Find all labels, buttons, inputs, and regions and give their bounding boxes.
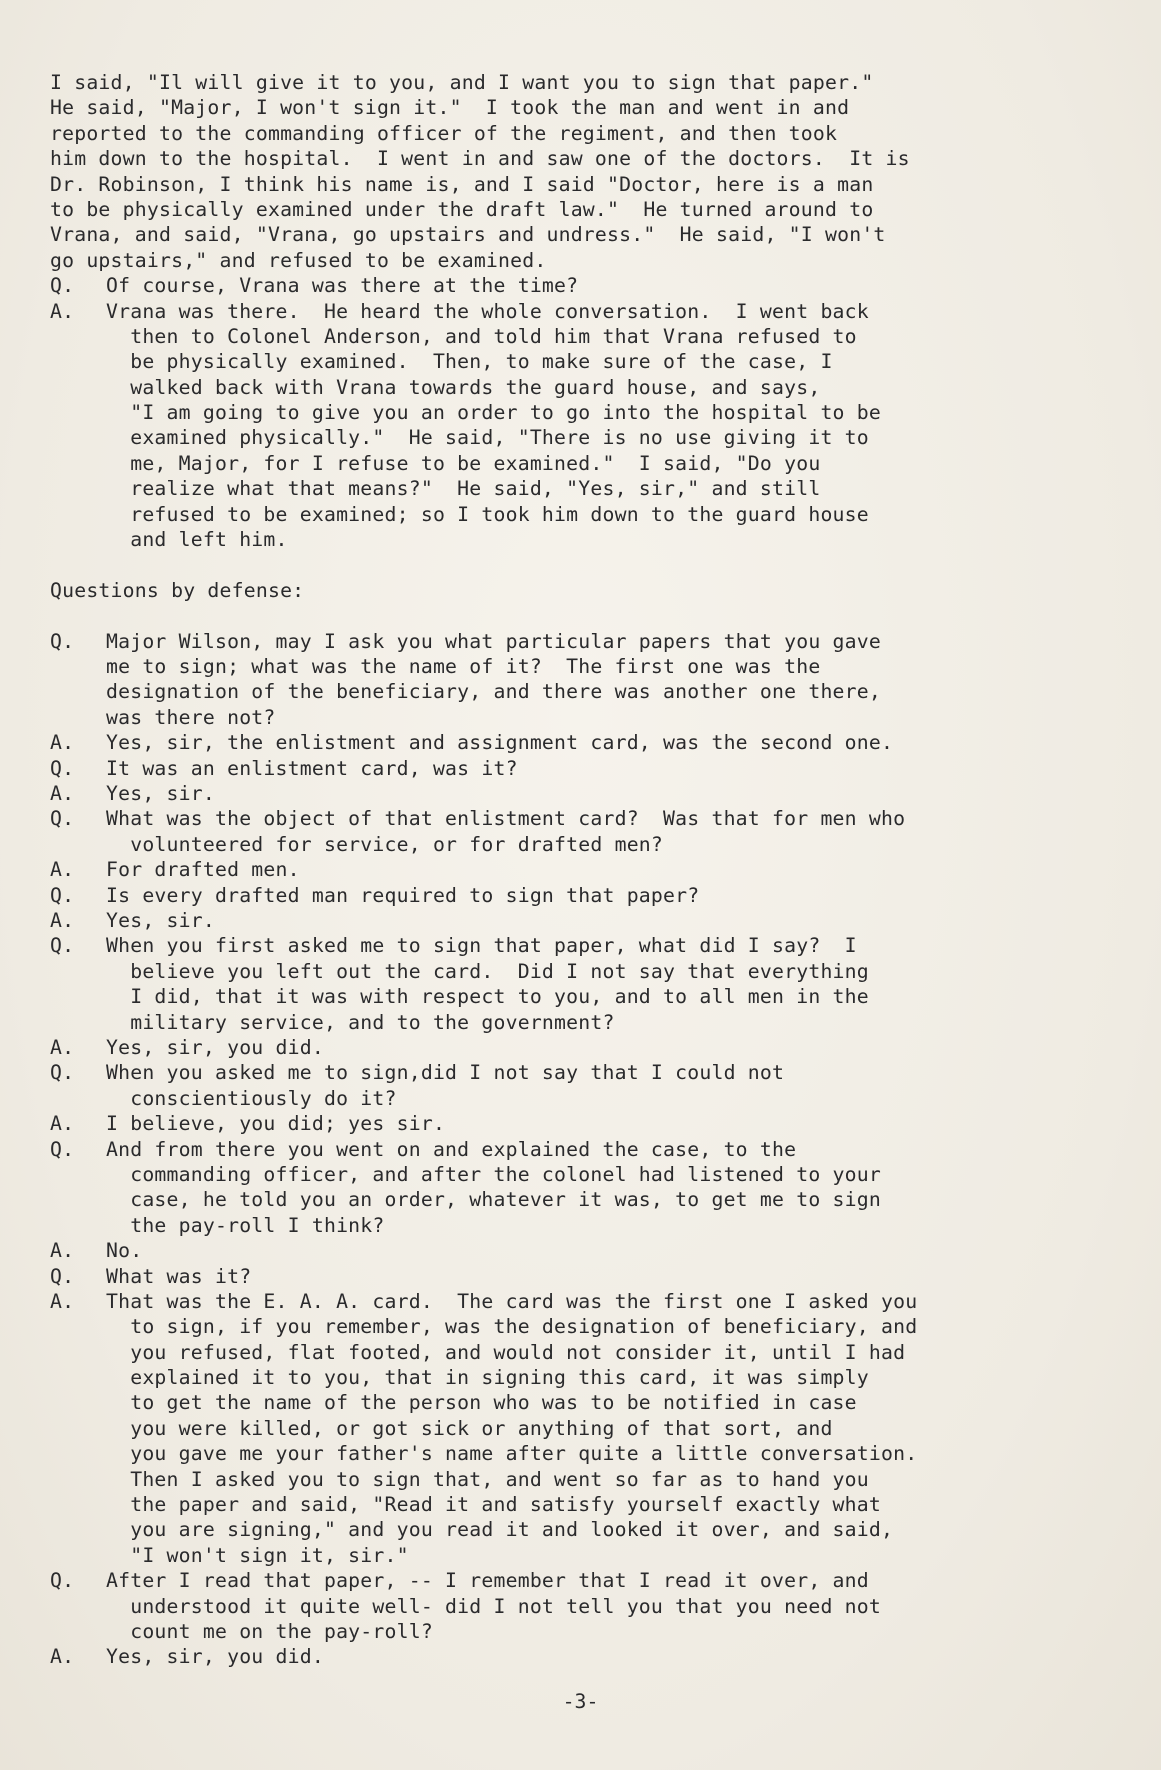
qa-marker: Q.	[50, 883, 75, 907]
qa-text	[106, 933, 1130, 1035]
question-entry	[50, 806, 1130, 857]
text-line: Dr. Robinson, I think his name is, and I said "Doctor, here is a man	[50, 172, 874, 196]
qa-text	[106, 1289, 1130, 1568]
text-line: walked back with Vrana towards the guard house, and says,	[106, 375, 821, 399]
text-line: That was the E. A. A. card. The card was the first one I asked you	[106, 1289, 918, 1313]
text-line: me to sign; what was the name of it? The first one was the	[106, 655, 821, 678]
text-line: you were killed, or got sick or anything of that sort, and	[106, 1416, 833, 1440]
qa-text	[106, 1264, 1130, 1289]
qa-marker: A.	[50, 781, 75, 805]
qa-text	[106, 756, 1130, 781]
qa-text	[106, 781, 1130, 806]
answer-entry	[50, 299, 1130, 553]
text-line: and left him.	[106, 528, 288, 552]
qa-marker: A.	[50, 299, 75, 323]
text-line: It was an enlistment card, was it?	[106, 756, 518, 780]
text-line: Major Wilson, may I ask you what particular papers that you gave	[106, 629, 881, 653]
text-line: case, he told you an order, whatever it was, to get me to sign	[106, 1188, 881, 1212]
text-line: "I am going to give you an order to go into the hospital to be	[106, 401, 881, 425]
qa-text	[106, 1035, 1130, 1060]
text-line: Is every drafted man required to sign that paper?	[106, 883, 700, 907]
text-line: to sign, if you remember, was the designation of beneficiary, and	[106, 1315, 918, 1339]
text-line: Yes, sir, you did.	[106, 1035, 324, 1059]
qa-text	[106, 1111, 1130, 1136]
text-line: the pay-roll I think?	[106, 1213, 385, 1237]
text-line: I believe, you did; yes sir.	[106, 1112, 446, 1136]
text-line: you gave me your father's name after quite a little conversation.	[106, 1442, 918, 1466]
qa-text	[106, 1238, 1130, 1263]
qa-text	[106, 857, 1130, 882]
answer-entry	[50, 1289, 1130, 1568]
qa-text	[106, 1568, 1130, 1644]
text-line: Vrana, and said, "Vrana, go upstairs and undress." He said, "I won't	[50, 223, 886, 247]
text-line: military service, and to the government?	[106, 1010, 615, 1034]
qa-marker: A.	[50, 1239, 75, 1263]
answer-entry	[50, 1644, 1130, 1669]
qa-marker: Q.	[50, 1569, 75, 1593]
text-line: was there not?	[106, 705, 276, 729]
question-entry	[50, 883, 1130, 908]
qa-marker: Q.	[50, 629, 75, 653]
text-line: I said, "Il will give it to you, and I want you to sign that paper."	[50, 71, 874, 94]
question-entry	[50, 1060, 1130, 1111]
answer-entry	[50, 781, 1130, 806]
qa-text	[106, 629, 1130, 731]
qa-text	[106, 908, 1130, 933]
text-line: Yes, sir.	[106, 781, 215, 805]
text-line: And from there you went on and explained the case, to the	[106, 1137, 797, 1161]
qa-marker: Q.	[50, 1264, 75, 1288]
intro-paragraph	[50, 70, 1130, 273]
text-line: Of course, Vrana was there at the time?	[106, 274, 579, 298]
question-entry	[50, 629, 1130, 731]
text-line: When you first asked me to sign that paper, what did I say? I	[106, 934, 857, 958]
text-line: you refused, flat footed, and would not consider it, until I had	[106, 1340, 906, 1364]
qa-marker: Q.	[50, 756, 75, 780]
text-line: designation of the beneficiary, and there was another one there,	[106, 680, 881, 704]
text-line: No.	[106, 1239, 143, 1263]
text-line: When you asked me to sign,did I not say that I could not	[106, 1061, 785, 1085]
text-line: then to Colonel Anderson, and told him that Vrana refused to	[106, 324, 857, 348]
text-line: understood it quite well- did I not tell you that you need not	[106, 1594, 881, 1618]
text-line: He said, "Major, I won't sign it." I took the man and went in and	[50, 96, 850, 120]
text-line: Yes, sir, the enlistment and assignment card, was the second one.	[106, 731, 894, 755]
qa-text	[106, 299, 1130, 553]
qa-text	[106, 273, 1130, 298]
text-line: What was the object of that enlistment card? Was that for men who	[106, 807, 906, 831]
qa-marker: Q.	[50, 1137, 75, 1161]
question-entry	[50, 273, 1130, 298]
transcript-text	[50, 70, 1130, 1670]
text-line: believe you left out the card. Did I not say that everything	[106, 959, 869, 983]
spacer	[50, 552, 1130, 577]
page-number: -3-	[562, 1690, 599, 1713]
text-line: For drafted men.	[106, 858, 300, 882]
text-line: commanding officer, and after the colonel had listened to your	[106, 1162, 881, 1186]
text-line: reported to the commanding officer of the regiment, and then took	[50, 121, 838, 145]
qa-text	[106, 1060, 1130, 1111]
text-line: to get the name of the person who was to be notified in case	[106, 1391, 857, 1415]
answer-entry	[50, 1035, 1130, 1060]
question-entry	[50, 933, 1130, 1035]
qa-marker: Q.	[50, 934, 75, 958]
qa-marker: Q.	[50, 807, 75, 831]
text-line: examined physically." He said, "There is no use giving it to	[106, 426, 869, 450]
answer-entry	[50, 730, 1130, 755]
qa-text	[106, 883, 1130, 908]
answer-entry	[50, 1111, 1130, 1136]
qa-marker: A.	[50, 858, 75, 882]
examination-block	[50, 273, 1130, 552]
text-line: Vrana was there. He heard the whole conversation. I went back	[106, 299, 869, 323]
spacer	[50, 603, 1130, 628]
qa-text	[106, 1137, 1130, 1239]
qa-text	[106, 730, 1130, 755]
qa-marker: A.	[50, 1289, 75, 1313]
qa-marker: A.	[50, 1035, 75, 1059]
text-line: Then I asked you to sign that, and went so far as to hand you	[106, 1467, 869, 1491]
text-line: count me on the pay-roll?	[106, 1620, 433, 1643]
qa-marker: A.	[50, 908, 75, 932]
text-line: refused to be examined; so I took him down to the guard house	[106, 502, 869, 526]
qa-marker: Q.	[50, 1061, 75, 1085]
text-line: to be physically examined under the draft law." He turned around to	[50, 197, 874, 221]
text-line: conscientiously do it?	[106, 1086, 397, 1110]
question-entry	[50, 756, 1130, 781]
text-line: the paper and said, "Read it and satisfy yourself exactly what	[106, 1493, 881, 1517]
defense-questions-block	[50, 629, 1130, 1670]
text-line: What was it?	[106, 1264, 252, 1288]
question-entry	[50, 1264, 1130, 1289]
question-entry	[50, 1568, 1130, 1644]
text-line: Yes, sir.	[106, 908, 215, 932]
answer-entry	[50, 908, 1130, 933]
qa-text	[106, 1644, 1130, 1669]
answer-entry	[50, 857, 1130, 882]
text-line: be physically examined. Then, to make sure of the case, I	[106, 350, 833, 374]
text-line: him down to the hospital. I went in and saw one of the doctors. It is	[50, 147, 910, 171]
text-line: realize what that means?" He said, "Yes, sir," and still	[106, 477, 821, 501]
text-line: explained it to you, that in signing this card, it was simply	[106, 1366, 869, 1390]
text-line: Yes, sir, you did.	[106, 1645, 324, 1669]
qa-marker: Q.	[50, 274, 75, 298]
text-line: go upstairs," and refused to be examined.	[50, 248, 547, 272]
qa-marker: A.	[50, 1112, 75, 1136]
text-line: After I read that paper, -- I remember that I read it over, and	[106, 1569, 869, 1593]
qa-marker: A.	[50, 1645, 75, 1669]
answer-entry	[50, 1238, 1130, 1263]
qa-marker: A.	[50, 731, 75, 755]
text-line: you are signing," and you read it and looked it over, and said,	[106, 1518, 894, 1542]
text-line: volunteered for service, or for drafted men?	[106, 832, 664, 856]
question-entry	[50, 1137, 1130, 1239]
qa-text	[106, 806, 1130, 857]
section-heading: Questions by defense:	[50, 578, 305, 602]
text-line: me, Major, for I refuse to be examined." I said, "Do you	[106, 451, 821, 475]
text-line: "I won't sign it, sir."	[106, 1543, 409, 1567]
text-line: I did, that it was with respect to you, and to all men in the	[106, 985, 869, 1009]
